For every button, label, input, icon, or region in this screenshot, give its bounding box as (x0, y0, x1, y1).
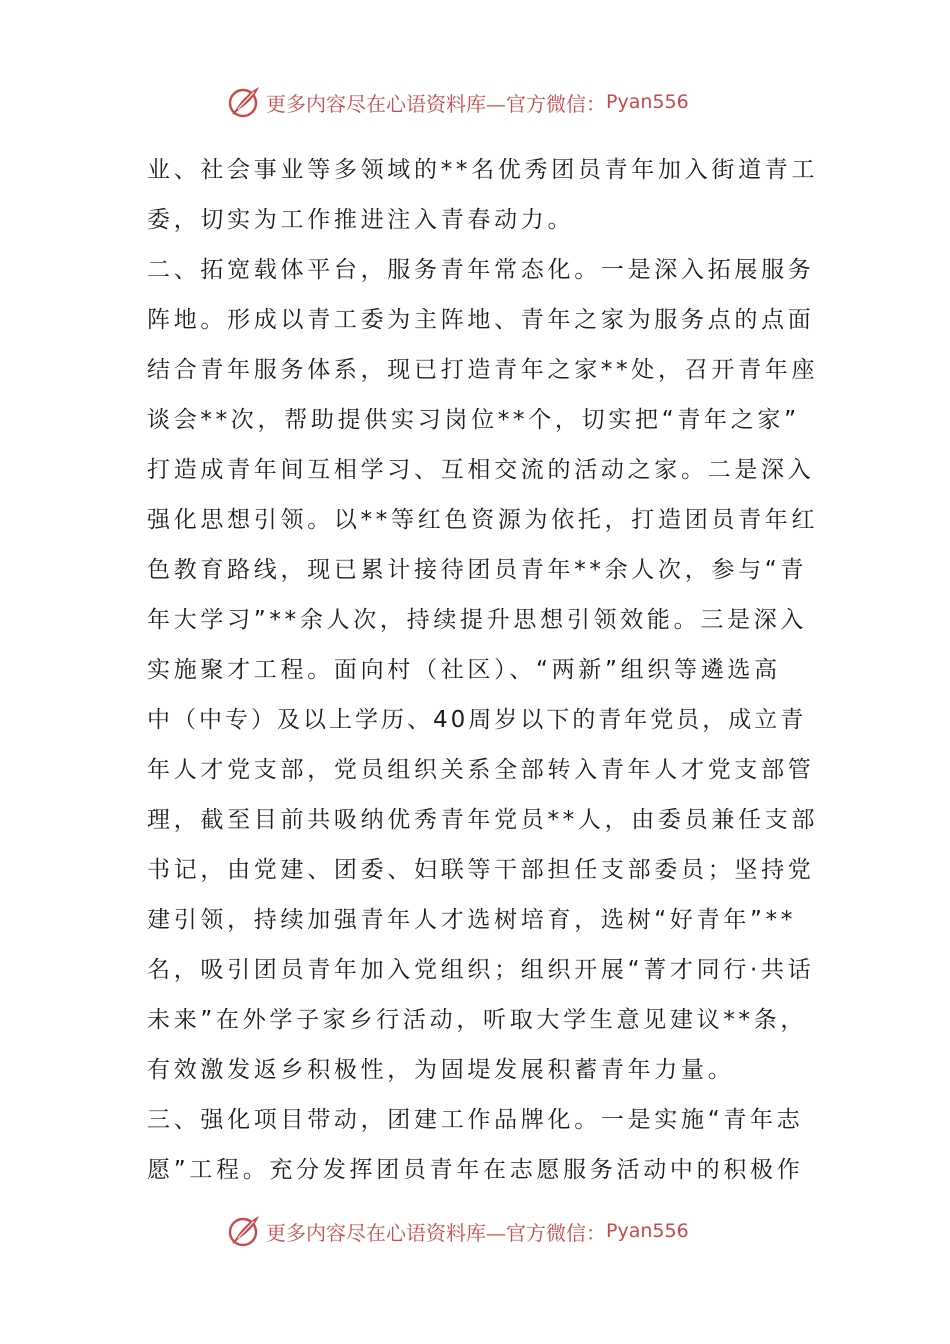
quill-pen-logo-icon (226, 1213, 262, 1249)
text-line: 色教育路线，现已累计接待团员青年**余人次，参与“青 (147, 557, 808, 583)
text-line: 强化思想引领。以**等红色资源为依托，打造团员青年红 (147, 507, 819, 533)
text-line: 愿”工程。充分发挥团员青年在志愿服务活动中的积极作 (147, 1157, 804, 1183)
text-line: 委，切实为工作推进注入青春动力。 (147, 207, 575, 233)
quill-pen-logo-icon (226, 84, 262, 120)
text-line: 阵地。形成以青工委为主阵地、青年之家为服务点的点面 (147, 307, 815, 333)
text-line: 业、社会事业等多领域的**名优秀团员青年加入街道青工 (147, 157, 819, 183)
text-line: 年大学习”**余人次，持续提升思想引领效能。三是深入 (147, 607, 808, 633)
text-line: 结合青年服务体系，现已打造青年之家**处，召开青年座 (147, 357, 819, 383)
footer-banner-text: 更多内容尽在心语资料库—官方微信： (266, 1220, 606, 1245)
header-banner-text: 更多内容尽在心语资料库—官方微信： (266, 91, 606, 116)
text-line: 理，截至目前共吸纳优秀青年党员**人，由委员兼任支部 (147, 807, 819, 833)
text-line: 书记，由党建、团委、妇联等干部担任支部委员；坚持党 (147, 857, 815, 883)
text-line: 名，吸引团员青年加入党组织；组织开展“菁才同行·共话 (147, 957, 815, 983)
footer-banner (226, 1211, 746, 1251)
text-line: 年人才党支部，党员组织关系全部转入青年人才党支部管 (147, 757, 815, 783)
header-wechat-id: Pyan556 (606, 91, 689, 113)
header-banner (226, 82, 746, 122)
footer-wechat-id: Pyan556 (606, 1220, 689, 1242)
text-line: 未来”在外学子家乡行活动，听取大学生意见建议**条， (147, 1007, 808, 1033)
document-body (147, 145, 827, 1195)
text-line: 实施聚才工程。面向村（社区）、“两新”组织等遴选高 (147, 657, 781, 683)
text-line: 三、强化项目带动，团建工作品牌化。一是实施“青年志 (147, 1107, 804, 1133)
text-line: 有效激发返乡积极性，为固堤发展积蓄青年力量。 (147, 1057, 735, 1083)
text-line: 建引领，持续加强青年人才选树培育，选树“好青年”** (147, 907, 797, 933)
text-line: 二、拓宽载体平台，服务青年常态化。一是深入拓展服务 (147, 257, 815, 283)
text-line: 中（中专）及以上学历、40周岁以下的青年党员，成立青 (147, 707, 807, 733)
text-line: 谈会**次，帮助提供实习岗位**个，切实把“青年之家” (147, 407, 800, 433)
text-line: 打造成青年间互相学习、互相交流的活动之家。二是深入 (147, 457, 815, 483)
